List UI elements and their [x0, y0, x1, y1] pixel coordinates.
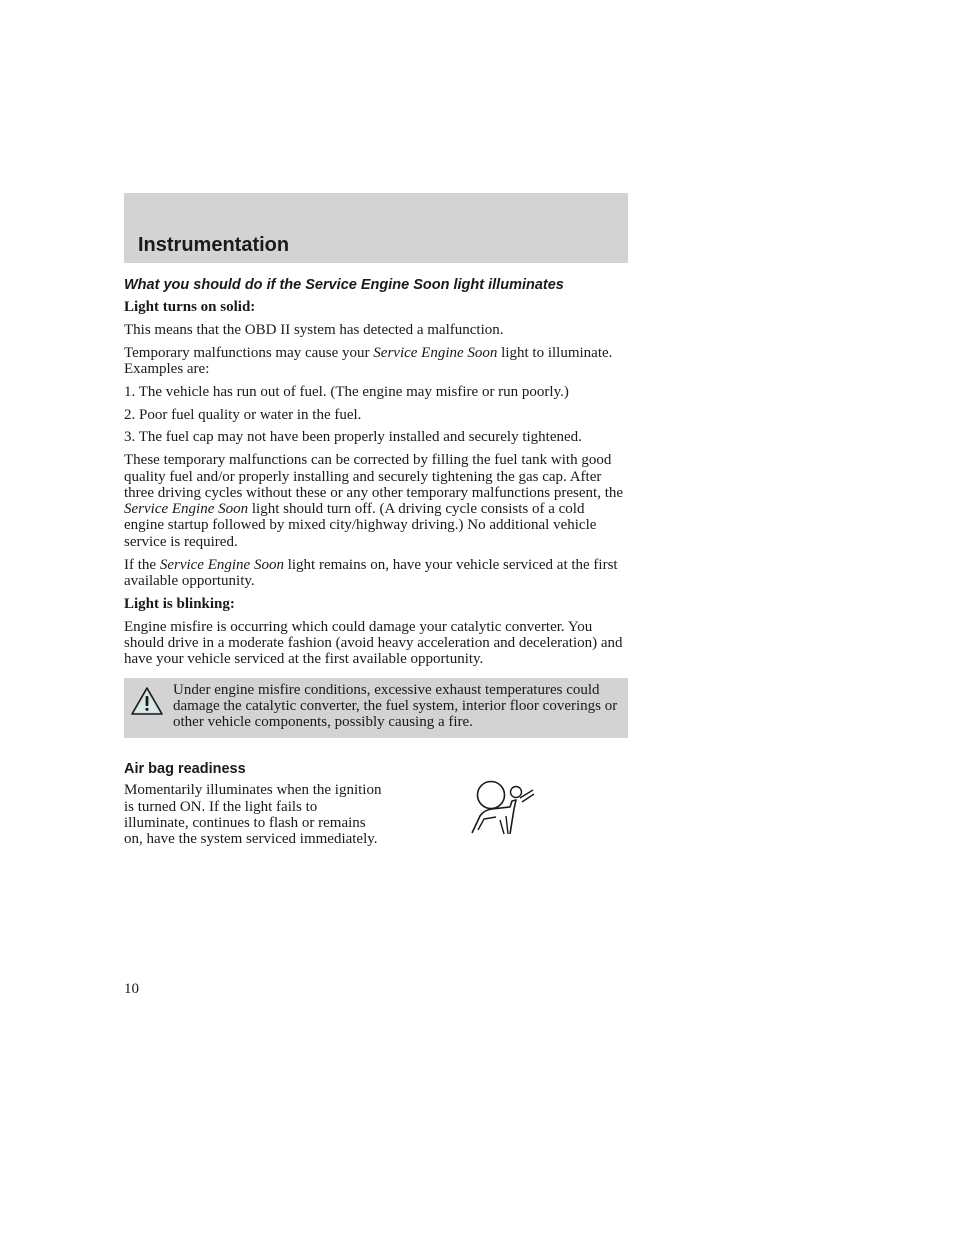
section-heading-service-engine-soon: What you should do if the Service Engine Soon light illuminates: [124, 277, 564, 293]
paragraph-obd: This means that the OBD II system has detected a malfunction.: [124, 322, 504, 338]
page-title: Instrumentation: [138, 234, 290, 256]
section-heading-air-bag: Air bag readiness: [124, 761, 246, 778]
warning-triangle-icon: [130, 686, 164, 716]
page-number: 10: [124, 981, 139, 997]
warning-text: Under engine misfire conditions, excessive exhaust temperatures could damage the catalytic converter, the fuel system, interior floor coverings or other vehicle components, possibly causing a fire.: [173, 681, 618, 731]
list-item: 3. The fuel cap may not have been properly installed and securely tightened.: [124, 429, 582, 446]
airbag-icon: [470, 776, 536, 838]
header-band: [124, 193, 628, 263]
paragraph-temporary-malfunctions: Temporary malfunctions may cause your Service Engine Soon light to illuminate. Examples are:: [124, 344, 613, 378]
paragraph-misfire: Engine misfire is occurring which could damage your catalytic converter. You should drive in a moderate fashion (avoid heavy acceleration and deceleration) and have your vehicle serviced at the first available opportunity.: [124, 618, 623, 668]
blinking-light-label: Light is blinking:: [124, 595, 235, 612]
list-item: 1. The vehicle has run out of fuel. (The engine may misfire or run poorly.): [124, 383, 569, 400]
solid-light-label: Light turns on solid:: [124, 299, 256, 315]
main-content: [124, 276, 628, 848]
paragraph-corrective-action: These temporary malfunctions can be corrected by filling the fuel tank with good quality fuel and/or properly installing and securely tightening the gas cap. After three driving cycles without these or any other temporary malfunctions present, the Service Engine Soon light should turn off. (A driving cycle consists of a cold engine startup followed by mixed city/highway driving.) No additional vehicle service is required.: [124, 452, 624, 550]
warning-box: [124, 678, 628, 739]
airbag-row: [124, 782, 628, 847]
paragraph-remains-on: If the Service Engine Soon light remains on, have your vehicle serviced at the first available opportunity.: [124, 556, 618, 589]
list-item: 2. Poor fuel quality or water in the fuel.: [124, 406, 362, 423]
airbag-description: Momentarily illuminates when the ignition is turned ON. If the light fails to illuminate, continues to flash or remains on, have the system serviced immediately.: [124, 782, 382, 848]
